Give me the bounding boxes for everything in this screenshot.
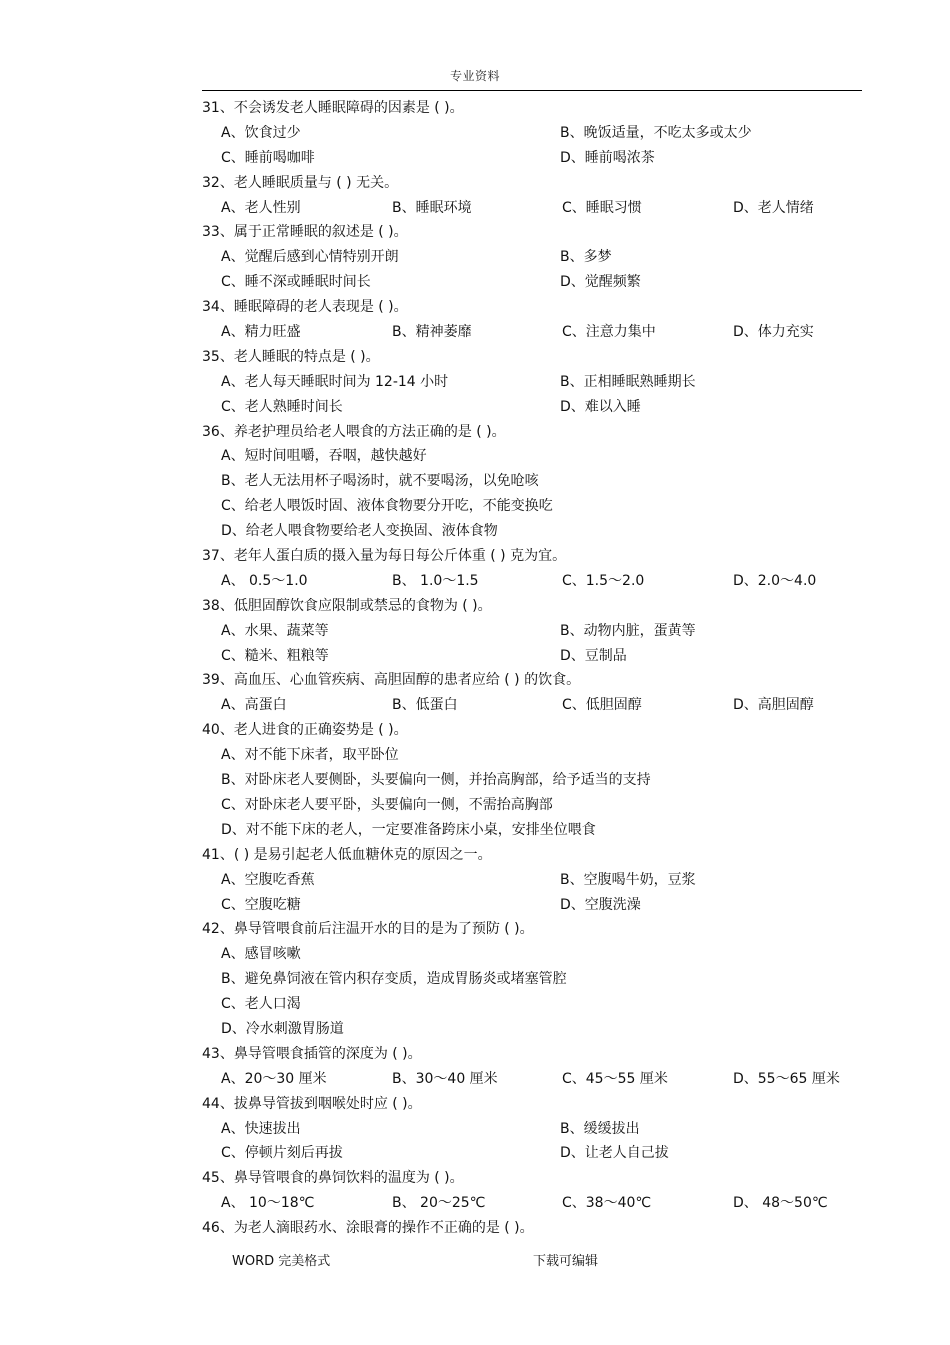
question-stem: 39、高血压、心血管疾病、高胆固醇的患者应给 ( ) 的饮食。 xyxy=(202,672,581,689)
answer-option: B、避免鼻饲液在管内积存变质，造成胃肠炎或堵塞管腔 xyxy=(221,971,567,988)
option-row xyxy=(0,270,950,295)
answer-option: A、老人性别 xyxy=(221,199,301,216)
answer-option: D、空腹洗澡 xyxy=(560,896,641,913)
header-divider xyxy=(202,90,862,91)
answer-option: C、老人口渴 xyxy=(221,996,301,1013)
answer-option: C、38～40℃ xyxy=(562,1195,652,1212)
question-stem: 41、( ) 是易引起老人低血糖休克的原因之一。 xyxy=(202,846,492,863)
question-stem: 44、拔鼻导管拔到咽喉处时应 ( )。 xyxy=(202,1095,422,1112)
answer-option: B、 20～25℃ xyxy=(392,1195,486,1212)
answer-option: A、饮食过少 xyxy=(221,124,301,141)
answer-option: D、睡前喝浓茶 xyxy=(560,149,655,166)
question-stem: 36、养老护理员给老人喂食的方法正确的是 ( )。 xyxy=(202,423,506,440)
option-row xyxy=(0,320,950,345)
answer-option: B、老人无法用杯子喝汤时，就不要喝汤，以免呛咳 xyxy=(221,473,539,490)
answer-option: D、 48～50℃ xyxy=(733,1195,828,1212)
option-row xyxy=(0,893,950,918)
answer-option: B、缓缓拔出 xyxy=(560,1120,640,1137)
answer-option: A、20～30 厘米 xyxy=(221,1070,327,1087)
answer-option: A、感冒咳嗽 xyxy=(221,946,301,963)
answer-option: D、体力充实 xyxy=(733,324,814,341)
question-stem: 33、属于正常睡眠的叙述是 ( )。 xyxy=(202,224,408,241)
answer-option: B、动物内脏，蛋黄等 xyxy=(560,622,696,639)
answer-option: A、精力旺盛 xyxy=(221,324,301,341)
option-row xyxy=(0,1191,950,1216)
answer-option: D、让老人自己拔 xyxy=(560,1145,669,1162)
answer-option: B、多梦 xyxy=(560,249,612,266)
answer-option: D、老人情绪 xyxy=(733,199,814,216)
answer-option: C、睡眠习惯 xyxy=(562,199,642,216)
answer-option: A、短时间咀嚼，吞咽，越快越好 xyxy=(221,448,427,465)
question-stem: 35、老人睡眠的特点是 ( )。 xyxy=(202,348,380,365)
answer-option: A、高蛋白 xyxy=(221,697,287,714)
answer-option: D、豆制品 xyxy=(560,647,627,664)
answer-option: B、低蛋白 xyxy=(392,697,458,714)
option-row xyxy=(0,245,950,270)
option-row xyxy=(0,370,950,395)
question-stem: 45、鼻导管喂食的鼻饲饮料的温度为 ( )。 xyxy=(202,1170,464,1187)
answer-option: A、 10～18℃ xyxy=(221,1195,315,1212)
answer-option: B、对卧床老人要侧卧，头要偏向一侧，并抬高胸部，给予适当的支持 xyxy=(221,772,651,789)
answer-option: B、 1.0～1.5 xyxy=(392,572,479,589)
question-stem: 37、老年人蛋白质的摄入量为每日每公斤体重 ( ) 克为宜。 xyxy=(202,548,567,565)
answer-option: D、55～65 厘米 xyxy=(733,1070,840,1087)
answer-option: D、2.0～4.0 xyxy=(733,572,817,589)
question-stem: 40、老人进食的正确姿势是 ( )。 xyxy=(202,722,408,739)
option-row xyxy=(0,196,950,221)
header-title: 专业资料 xyxy=(449,69,500,83)
answer-option: D、觉醒频繁 xyxy=(560,274,641,291)
footer-right: 下载可编辑 xyxy=(533,1254,599,1269)
answer-option: A、空腹吃香蕉 xyxy=(221,871,315,888)
answer-option: A、老人每天睡眠时间为 12-14 小时 xyxy=(221,373,449,390)
question-stem: 42、鼻导管喂食前后注温开水的目的是为了预防 ( )。 xyxy=(202,921,534,938)
question-stem: 46、为老人滴眼药水、涂眼膏的操作不正确的是 ( )。 xyxy=(202,1220,534,1237)
option-row xyxy=(0,146,950,171)
answer-option: A、快速拔出 xyxy=(221,1120,301,1137)
answer-option: C、对卧床老人要平卧，头要偏向一侧，不需抬高胸部 xyxy=(221,796,553,813)
answer-option: D、冷水刺激胃肠道 xyxy=(221,1020,344,1037)
answer-option: C、糙米、粗粮等 xyxy=(221,647,329,664)
option-row xyxy=(0,1067,950,1092)
question-list xyxy=(0,96,950,1241)
answer-option: B、睡眠环境 xyxy=(392,199,472,216)
answer-option: D、难以入睡 xyxy=(560,398,641,415)
answer-option: A、对不能下床者，取平卧位 xyxy=(221,747,399,764)
answer-option: C、停顿片刻后再拔 xyxy=(221,1145,343,1162)
option-row xyxy=(0,868,950,893)
option-row xyxy=(0,693,950,718)
answer-option: C、给老人喂饭时固、液体食物要分开吃，不能变换吃 xyxy=(221,498,553,515)
option-row xyxy=(0,395,950,420)
answer-option: D、给老人喂食物要给老人变换固、液体食物 xyxy=(221,523,498,540)
answer-option: B、正相睡眠熟睡期长 xyxy=(560,373,696,390)
answer-option: B、空腹喝牛奶，豆浆 xyxy=(560,871,696,888)
question-stem: 31、不会诱发老人睡眠障碍的因素是 ( )。 xyxy=(202,100,464,116)
answer-option: C、睡不深或睡眠时间长 xyxy=(221,274,371,291)
option-row xyxy=(0,1141,950,1166)
answer-option: A、水果、蔬菜等 xyxy=(221,622,329,639)
answer-option: B、30～40 厘米 xyxy=(392,1070,498,1087)
answer-option: C、注意力集中 xyxy=(562,324,656,341)
option-row xyxy=(0,121,950,146)
answer-option: C、低胆固醇 xyxy=(562,697,642,714)
option-row xyxy=(0,619,950,644)
answer-option: C、老人熟睡时间长 xyxy=(221,398,343,415)
answer-option: B、精神萎靡 xyxy=(392,324,472,341)
answer-option: B、晚饭适量，不吃太多或太少 xyxy=(560,124,752,141)
answer-option: C、45～55 厘米 xyxy=(562,1070,668,1087)
question-stem: 43、鼻导管喂食插管的深度为 ( )。 xyxy=(202,1045,422,1062)
answer-option: C、空腹吃糖 xyxy=(221,896,301,913)
option-row xyxy=(0,569,950,594)
question-stem: 34、睡眠障碍的老人表现是 ( )。 xyxy=(202,299,408,316)
answer-option: D、对不能下床的老人，一定要准备跨床小桌，安排坐位喂食 xyxy=(221,821,596,838)
option-row xyxy=(0,1117,950,1142)
option-row xyxy=(0,644,950,669)
answer-option: D、高胆固醇 xyxy=(733,697,814,714)
question-stem: 32、老人睡眠质量与 ( ) 无关。 xyxy=(202,174,399,191)
question-stem: 38、低胆固醇饮食应限制或禁忌的食物为 ( )。 xyxy=(202,597,492,614)
answer-option: A、觉醒后感到心情特别开朗 xyxy=(221,249,399,266)
answer-option: C、1.5～2.0 xyxy=(562,572,645,589)
answer-option: A、 0.5～1.0 xyxy=(221,572,308,589)
answer-option: C、睡前喝咖啡 xyxy=(221,149,315,166)
footer-left: WORD 完美格式 xyxy=(232,1254,331,1269)
